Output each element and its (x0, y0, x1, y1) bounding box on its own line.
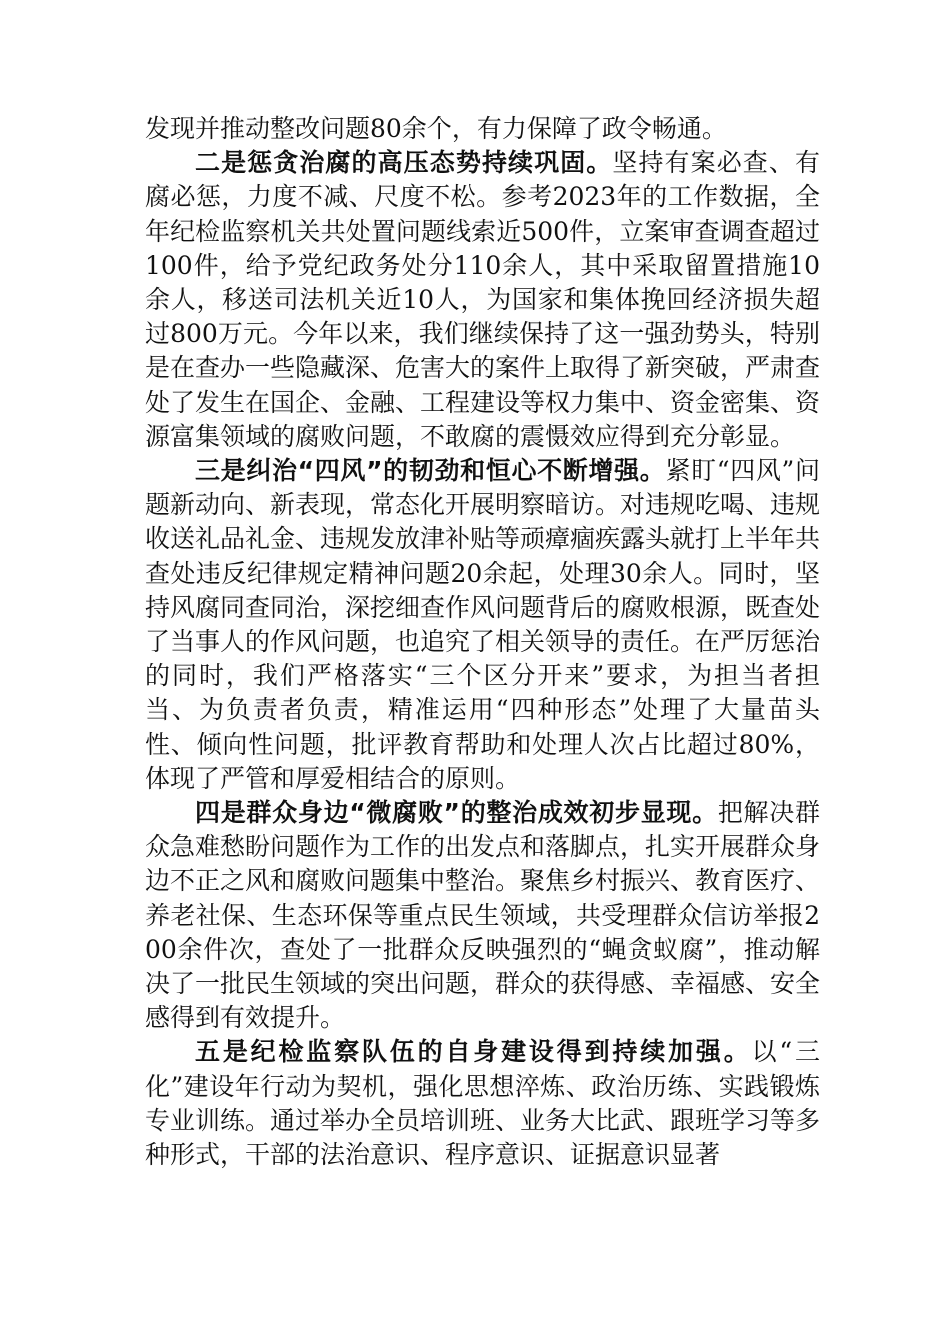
document-body (145, 112, 820, 1172)
paragraph-3-heading: 三是纠治“四风”的韧劲和恒心不断增强。 (195, 456, 666, 486)
paragraph-3-body: 紧盯“四风”问题新动向、新表现，常态化开展明察暗访。对违规吃喝、违规收送礼品礼金、违规发放津补贴等顽瘴痼疾露头就打上半年共查处违反纪律规定精神问题20余起，处理30余人。同时，坚持风腐同查同治，深挖细查作风问题背后的腐败根源，既查处了当事人的作风问题，也追究了相关领导的责任。在严厉惩治的同时，我们严格落实“三个区分开来”要求，为担当者担当、为负责者负责，精准运用“四种形态”处理了大量苗头性、倾向性问题，批评教育帮助和处理人次占比超过80%，体现了严管和厚爱相结合的原则。 (145, 456, 821, 793)
paragraph-5-body: 以“三化”建设年行动为契机，强化思想淬炼、政治历练、实践锻炼专业训练。通过举办全员培训班、业务大比武、跟班学习等多种形式，干部的法治意识、程序意识、证据意识显著 (145, 1037, 821, 1170)
paragraph-2-body: 坚持有案必查、有腐必惩，力度不减、尺度不松。参考2023年的工作数据，全年纪检监察机关共处置问题线索近500件，立案审查调查超过100件，给予党纪政务处分110余人，其中采取留置措施10余人，移送司法机关近10人，为国家和集体挽回经济损失超过800万元。今年以来，我们继续保持了这一强劲势头，特别是在查办一些隐藏深、危害大的案件上取得了新突破，严肃查处了发生在国企、金融、工程建设等权力集中、资金密集、资源富集领域的腐败问题，不敢腐的震慑效应得到充分彰显。 (145, 148, 821, 451)
paragraph-4-heading: 四是群众身边“微腐败”的整治成效初步显现。 (195, 798, 718, 828)
paragraph-2-heading: 二是惩贪治腐的高压态势持续巩固。 (195, 148, 613, 178)
paragraph-micro-corruption (145, 796, 820, 1035)
paragraph-4-body: 把解决群众急难愁盼问题作为工作的出发点和落脚点，扎实开展群众身边不正之风和腐败问题集中整治。聚焦乡村振兴、教育医疗、养老社保、生态环保等重点民生领域，共受理群众信访举报200余件次，查处了一批群众反映强烈的“蝇贪蚁腐”，推动解决了一批民生领域的突出问题，群众的获得感、幸福感、安全感得到有效提升。 (145, 798, 821, 1033)
paragraph-1-body: 发现并推动整改问题80余个，有力保障了政令畅通。 (145, 114, 727, 143)
paragraph-four-winds (145, 454, 820, 796)
paragraph-5-heading: 五是纪检监察队伍的自身建设得到持续加强。 (195, 1037, 752, 1067)
paragraph-team-building (145, 1035, 820, 1172)
paragraph-anti-corruption (145, 146, 820, 454)
paragraph-continuation (145, 112, 820, 146)
